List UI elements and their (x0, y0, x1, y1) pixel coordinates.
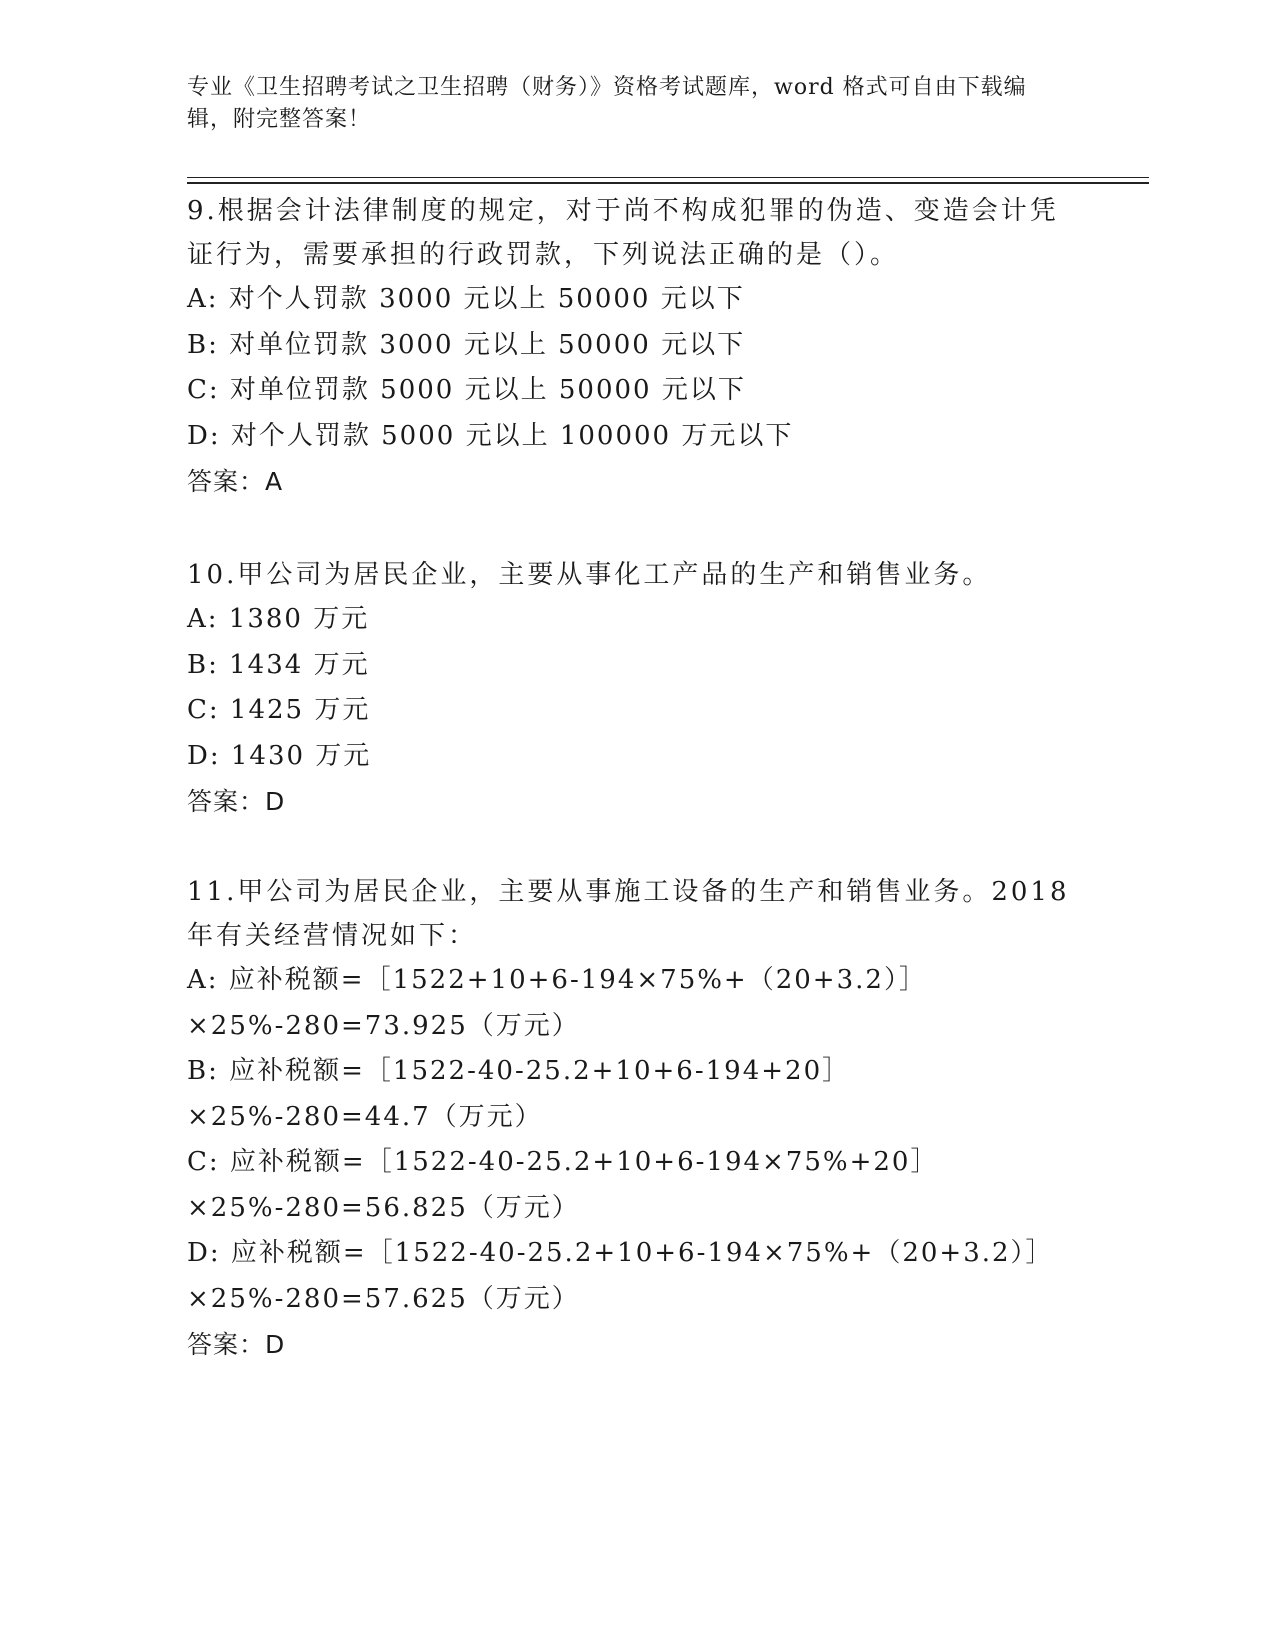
option-c: C: 对单位罚款 5000 元以上 50000 元以下 (187, 375, 746, 405)
option-b: B: 对单位罚款 3000 元以上 50000 元以下 (187, 329, 746, 360)
option-d: D: 应补税额=［1522-40-25.2+10+6-194×75%+（20+3.2）］×25%-280=57.625（万元） (187, 1238, 1054, 1314)
answer: 答案：D (187, 1330, 286, 1359)
header-divider-thin (187, 177, 1149, 178)
option-a: A: 1380 万元 (187, 604, 370, 634)
question-text: 11.甲公司为居民企业，主要从事施工设备的生产和销售业务。2018 年有关经营情况如下： (187, 877, 1070, 951)
option-b: B: 应补税额=［1522-40-25.2+10+6-194+20］×25%-280=44.7（万元） (187, 1056, 851, 1132)
answer: 答案：D (187, 787, 286, 816)
question-text: 10.甲公司为居民企业，主要从事化工产品的生产和销售业务。 (187, 560, 992, 590)
question-10 (187, 553, 1087, 825)
header-divider-thick (187, 182, 1149, 184)
option-c: C: 应补税额=［1522-40-25.2+10+6-194×75%+20］×25%-280=56.825（万元） (187, 1147, 939, 1223)
question-9 (187, 189, 1087, 505)
option-a: A: 对个人罚款 3000 元以上 50000 元以下 (187, 284, 745, 314)
document-header: 专业《卫生招聘考试之卫生招聘（财务）》资格考试题库，word 格式可自由下载编辑，附完整答案！ (187, 75, 1027, 132)
option-d: D: 1430 万元 (187, 740, 372, 771)
question-11 (187, 870, 1087, 1368)
answer: 答案：A (187, 467, 284, 496)
option-b: B: 1434 万元 (187, 649, 370, 680)
option-c: C: 1425 万元 (187, 695, 371, 725)
option-a: A: 应补税额=［1522+10+6-194×75%+（20+3.2）］×25%-280=73.925（万元） (187, 965, 927, 1041)
option-d: D: 对个人罚款 5000 元以上 100000 万元以下 (187, 420, 794, 451)
question-text: 9.根据会计法律制度的规定，对于尚不构成犯罪的伪造、变造会计凭证行为，需要承担的行政罚款，下列说法正确的是（）。 (187, 196, 1059, 270)
